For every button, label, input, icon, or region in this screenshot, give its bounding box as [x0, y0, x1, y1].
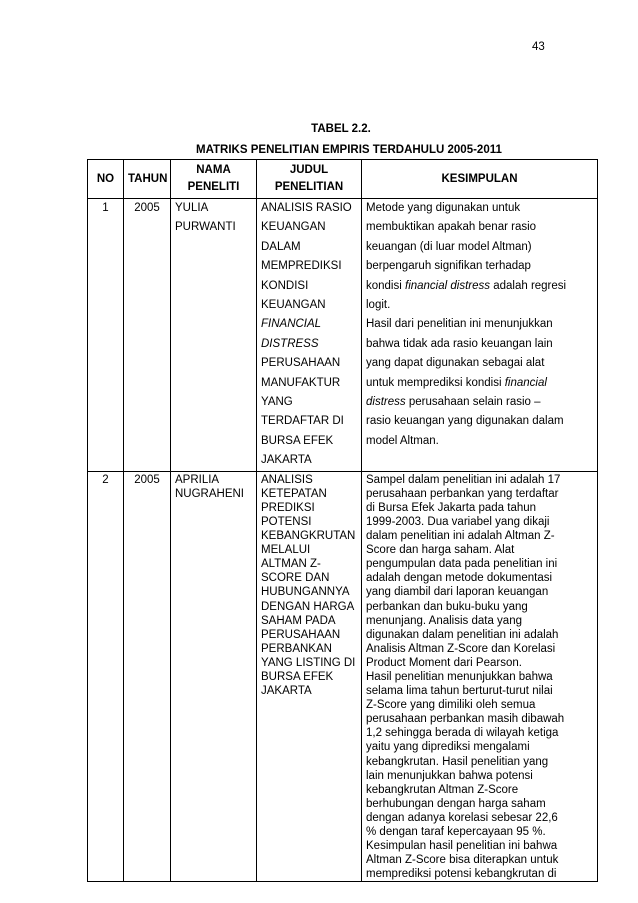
table-subtitle: MATRIKS PENELITIAN EMPIRIS TERDAHULU 2005-2011 [196, 144, 502, 156]
researcher-line: YULIA [175, 202, 209, 214]
conclusion-line: logit. [366, 299, 391, 312]
conclusion-line: di Bursa Efek Jakarta pada tahun [366, 501, 537, 514]
conclusion-line: Metode yang digunakan untuk [366, 202, 521, 214]
row-title [257, 471, 362, 882]
title-line: KETEPATAN [261, 487, 327, 500]
title-line: JAKARTA [261, 454, 312, 467]
conclusion-text: perusahaan selain rasio – [405, 396, 541, 409]
conclusion-line: memprediksi potensi kebangkrutan di [366, 868, 557, 881]
title-line: DALAM [261, 240, 301, 253]
header-conclusion: KESIMPULAN [362, 160, 598, 199]
table-row [88, 199, 598, 472]
conclusion-text: untuk memprediksi kondisi [366, 376, 505, 389]
conclusion-line: Product Moment dari Pearson. [366, 656, 522, 669]
title-line: SAHAM PADA [261, 614, 336, 627]
header-year: TAHUN [124, 160, 171, 199]
researcher-line: PURWANTI [175, 221, 236, 234]
conclusion-line: rasio keuangan yang digunakan dalam [366, 415, 564, 428]
researcher-line: APRILIA [175, 473, 220, 486]
title-line: MELALUI [261, 544, 311, 557]
conclusion-line: Analisis Altman Z-Score dan Korelasi [366, 642, 556, 655]
conclusion-line: perusahaan perbankan yang terdaftar [366, 487, 559, 500]
conclusion-line: % dengan taraf kepercayaan 95 %. [366, 826, 546, 839]
title-line: DISTRESS [261, 337, 319, 350]
title-line: POTENSI [261, 515, 312, 528]
conclusion-line: dengan adanya korelasi sebesar 22,6 [366, 811, 558, 824]
table-row [88, 471, 598, 882]
conclusion-line: perbankan dan buku-buku yang [366, 600, 528, 613]
conclusion-line: kebangkrutan. Hasil penelitian yang [366, 755, 549, 768]
conclusion-line: berhubungan dengan harga saham [366, 797, 546, 810]
title-line: JAKARTA [261, 685, 312, 698]
research-matrix-table [87, 159, 598, 882]
title-line: PERBANKAN [261, 642, 332, 655]
header-title [257, 160, 362, 199]
conclusion-line: Z-Score yang dimiliki oleh semua [366, 699, 536, 712]
conclusion-text: adalah regresi [490, 279, 567, 292]
conclusion-line [366, 374, 593, 393]
conclusion-line: menunjang. Analisis data yang [366, 614, 522, 627]
conclusion-line: adalah dengan metode dokumentasi [366, 572, 553, 585]
row-researcher [171, 199, 257, 472]
title-line: YANG LISTING DI [261, 656, 356, 669]
header-researcher-line: PENELITI [187, 181, 240, 193]
conclusion-italic: financial distress [405, 279, 491, 292]
header-researcher-line: NAMA [196, 164, 231, 176]
header-row [88, 160, 598, 199]
conclusion-line: Score dan harga saham. Alat [366, 544, 515, 557]
conclusion-line: lain menunjukkan bahwa potensi [366, 769, 533, 782]
title-line: MEMPREDIKSI [261, 260, 342, 273]
conclusion-italic: financial [504, 376, 547, 389]
header-no: NO [88, 160, 124, 199]
row-title [257, 199, 362, 472]
researcher-line: NUGRAHENI [175, 487, 245, 500]
title-line: BURSA EFEK [261, 671, 334, 683]
title-line: SCORE DAN [261, 572, 330, 585]
conclusion-line: Hasil dari penelitian ini menunjukkan [366, 318, 553, 331]
title-line: ALTMAN Z- [261, 558, 321, 571]
title-line: PREDIKSI [261, 501, 315, 514]
conclusion-line: yaitu yang diprediksi mengalami [366, 741, 530, 754]
title-line: PERUSAHAAN [261, 628, 341, 641]
conclusion-line: dalam penelitian ini adalah Altman Z- [366, 530, 555, 543]
title-line: KEUANGAN [261, 221, 326, 234]
row-no: 1 [88, 199, 124, 472]
title-line: PERUSAHAAN [261, 357, 341, 370]
title-line: ANALISIS RASIO [261, 202, 352, 214]
conclusion-line: yang diambil dari laporan keuangan [366, 586, 549, 599]
title-line: DENGAN HARGA [261, 600, 355, 613]
conclusion-line: 1999-2003. Dua variabel yang dikaji [366, 515, 550, 528]
conclusion-line [366, 277, 593, 296]
conclusion-italic: distress [366, 396, 406, 409]
row-conclusion [362, 199, 598, 472]
header-title-line: JUDUL [289, 164, 329, 176]
title-line: TERDAFTAR DI [261, 415, 344, 428]
page-number: 43 [532, 41, 545, 53]
row-year: 2005 [124, 471, 171, 882]
conclusion-line: 1,2 sehingga berada di wilayah ketiga [366, 727, 559, 740]
conclusion-line: berpengaruh signifikan terhadap [366, 260, 531, 273]
conclusion-line: selama lima tahun berturut-turut nilai [366, 685, 553, 698]
conclusion-text: kondisi [366, 279, 405, 292]
conclusion-line: digunakan dalam penelitian ini adalah [366, 628, 559, 641]
row-conclusion [362, 471, 598, 882]
row-year: 2005 [124, 199, 171, 472]
title-line: BURSA EFEK [261, 434, 334, 447]
title-line: KEUANGAN [261, 299, 326, 312]
conclusion-line: Altman Z-Score bisa diterapkan untuk [366, 854, 559, 867]
table-label: TABEL 2.2. [311, 123, 371, 135]
title-line: KEBANGKRUTAN [261, 530, 356, 543]
conclusion-line: membuktikan apakah benar rasio [366, 221, 537, 234]
conclusion-line: Sampel dalam penelitian ini adalah 17 [366, 473, 561, 486]
conclusion-line: Hasil penelitian menunjukkan bahwa [366, 671, 553, 683]
title-line: KONDISI [261, 279, 309, 292]
conclusion-line: perusahaan perbankan masih dibawah [366, 713, 565, 726]
conclusion-line: kebangkrutan Altman Z-Score [366, 783, 519, 796]
header-researcher [171, 160, 257, 199]
conclusion-line: yang dapat digunakan sebagai alat [366, 357, 545, 370]
title-line: HUBUNGANNYA [261, 586, 350, 599]
header-title-line: PENELITIAN [274, 181, 344, 193]
row-researcher [171, 471, 257, 882]
conclusion-line: model Altman. [366, 434, 439, 447]
title-line: FINANCIAL [261, 318, 322, 331]
conclusion-line [366, 393, 593, 412]
title-line: ANALISIS [261, 473, 313, 486]
title-line: YANG [261, 396, 293, 409]
title-line: MANUFAKTUR [261, 376, 341, 389]
row-no: 2 [88, 471, 124, 882]
conclusion-line: bahwa tidak ada rasio keuangan lain [366, 337, 553, 350]
conclusion-line: Kesimpulan hasil penelitian ini bahwa [366, 840, 558, 853]
conclusion-line: pengumpulan data pada penelitian ini [366, 558, 558, 571]
conclusion-line: keuangan (di luar model Altman) [366, 240, 532, 253]
